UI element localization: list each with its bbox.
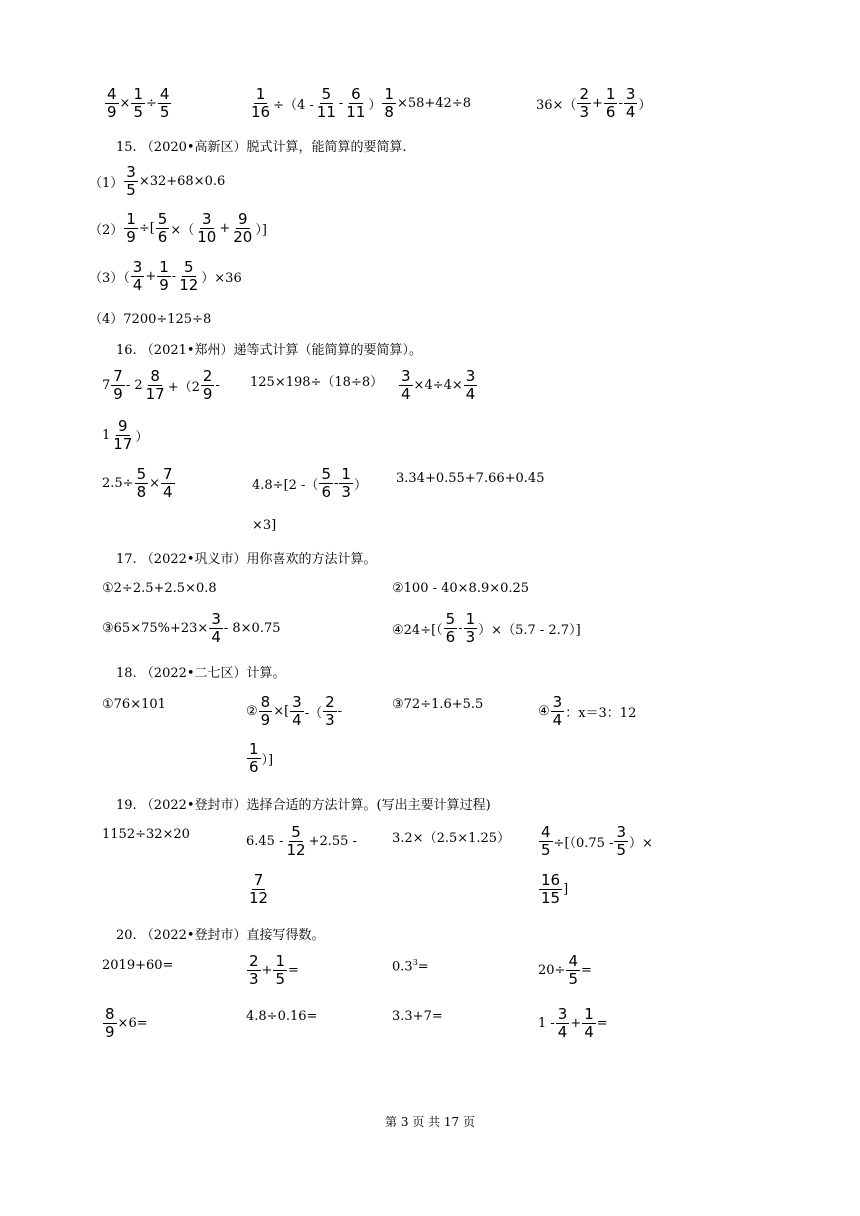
q19-expr-d-continued: $\frac{16}{15}$ ] <box>541 871 569 907</box>
q20-expr-e: $\frac{8}{9}$ ×6= <box>105 1005 148 1041</box>
fraction: $\frac{5}{12}$ <box>286 823 306 859</box>
fraction: $\frac{8}{9}$ <box>260 693 271 729</box>
fraction: $\frac{7}{9}$ <box>113 367 123 403</box>
q17-expr-a: ①2÷2.5+2.5×0.8 <box>102 581 217 596</box>
q19-expr-d: $\frac{4}{5}$ ÷[（0.75 - $\frac{3}{5}$ ）× <box>541 823 653 859</box>
expr-top-b: $\frac{1}{16}$ ÷（4 - $\frac{5}{11}$ - $\frac{6}{11}$ ） $\frac{1}{8}$ ×58+42÷8 <box>251 85 471 121</box>
q18-expr-d: ④ $\frac{3}{4}$ ：x＝3：12 <box>538 693 637 729</box>
q18-expr-a: ①76×101 <box>102 697 166 712</box>
fraction: $\frac{5}{12}$ <box>179 258 199 294</box>
q16-expr-c: $\frac{3}{4}$ ×4÷4× $\frac{3}{4}$ <box>401 367 476 403</box>
fraction: $\frac{1}{3}$ <box>465 610 476 646</box>
q17-expr-d: ④24÷[（ $\frac{5}{6}$ - $\frac{1}{3}$ ）×（5.7 - 2.7）] <box>392 610 581 646</box>
fraction: $\frac{5}{6}$ <box>321 465 331 501</box>
fraction: $\frac{3}{10}$ <box>197 210 217 246</box>
fraction: $\frac{3}{4}$ <box>211 610 221 646</box>
expr-top-c: 36×（ $\frac{2}{3}$ + $\frac{1}{6}$ - $\frac{3}{4}$ ） <box>536 85 652 121</box>
q18-expr-c: ③72÷1.6+5.5 <box>392 697 484 712</box>
expr-top-a: $\frac{4}{9}$ × $\frac{1}{5}$ ÷ $\frac{4}{5}$ <box>107 85 170 121</box>
question-20-heading: 20. （2022•登封市）直接写得数。 <box>116 928 325 943</box>
fraction: $\frac{16}{15}$ <box>541 871 561 907</box>
q20-expr-g: 3.3+7= <box>392 1009 443 1024</box>
fraction: $\frac{3}{4}$ <box>625 85 636 121</box>
fraction: $\frac{5}{8}$ <box>136 465 147 501</box>
q15-item-3: （3）（ $\frac{3}{4}$ + $\frac{1}{9}$ - $\frac{5}{12}$ ）×36 <box>89 258 242 294</box>
q20-expr-a: 2019+60= <box>102 958 174 973</box>
fraction: $\frac{4}{9}$ <box>107 85 117 121</box>
q17-expr-c: ③65×75%+23× $\frac{3}{4}$ - 8×0.75 <box>102 610 281 646</box>
fraction: $\frac{3}{4}$ <box>401 367 411 403</box>
fraction: $\frac{4}{5}$ <box>159 85 170 121</box>
q16-expr-d: 2.5÷ $\frac{5}{8}$ × $\frac{7}{4}$ <box>102 465 173 501</box>
q20-expr-d: 20÷ $\frac{4}{5}$ = <box>538 952 592 988</box>
fraction: $\frac{2}{3}$ <box>249 952 259 988</box>
fraction: $\frac{7}{4}$ <box>163 465 173 501</box>
fraction: $\frac{1}{5}$ <box>275 952 285 988</box>
q15-item-4: （4）7200÷125÷8 <box>89 312 212 327</box>
fraction: $\frac{1}{8}$ <box>384 85 394 121</box>
fraction: $\frac{1}{16}$ <box>251 85 271 121</box>
question-18-heading: 18. （2022•二七区）计算。 <box>116 666 286 681</box>
question-17-heading: 17. （2022•巩义市）用你喜欢的方法计算。 <box>116 552 377 567</box>
fraction: $\frac{1}{3}$ <box>341 465 351 501</box>
fraction: $\frac{1}{9}$ <box>159 258 169 294</box>
fraction: $\frac{3}{4}$ <box>552 693 563 729</box>
q16-expr-a-continued: 1 $\frac{9}{17}$ ） <box>102 417 149 453</box>
fraction: $\frac{2}{3}$ <box>325 693 335 729</box>
fraction: $\frac{4}{5}$ <box>568 952 578 988</box>
fraction: $\frac{7}{12}$ <box>249 871 269 907</box>
fraction: $\frac{8}{9}$ <box>105 1005 115 1041</box>
fraction: $\frac{3}{4}$ <box>465 367 476 403</box>
fraction: $\frac{9}{17}$ <box>113 417 133 453</box>
q20-expr-h: 1 - $\frac{3}{4}$ + $\frac{1}{4}$ = <box>538 1005 608 1041</box>
q18-expr-b-continued: $\frac{1}{6}$ ）] <box>249 740 274 776</box>
page-number: 第 3 页 共 17 页 <box>385 1115 475 1129</box>
q20-expr-b: $\frac{2}{3}$ + $\frac{1}{5}$ = <box>249 952 299 988</box>
q19-expr-a: 1152÷32×20 <box>102 827 190 842</box>
fraction: $\frac{5}{6}$ <box>157 210 168 246</box>
q19-expr-b-continued <box>246 872 271 907</box>
fraction: $\frac{1}{9}$ <box>126 210 136 246</box>
q19-expr-b: 6.45 - $\frac{5}{12}$ +2.55 - <box>246 823 357 859</box>
fraction: $\frac{3}{5}$ <box>126 163 136 199</box>
fraction: $\frac{1}{4}$ <box>584 1005 594 1041</box>
fraction: $\frac{1}{6}$ <box>605 85 616 121</box>
q16-expr-e-continued: ×3] <box>252 518 277 533</box>
fraction: $\frac{3}{4}$ <box>292 693 302 729</box>
q15-item-1: （1） $\frac{3}{5}$ ×32+68×0.6 <box>89 163 226 199</box>
fraction: $\frac{3}{4}$ <box>557 1005 568 1041</box>
q17-expr-b: ②100 - 40×8.9×0.25 <box>392 581 530 596</box>
q16-expr-a: 7 $\frac{7}{9}$ - 2 $\frac{8}{17}$ +（2 $\frac{2}{9}$ - <box>102 367 220 403</box>
q19-expr-c: 3.2×（2.5×1.25） <box>392 831 511 846</box>
fraction: $\frac{4}{5}$ <box>541 823 551 859</box>
q18-expr-b: ② $\frac{8}{9}$ ×[ $\frac{3}{4}$ -（ $\frac{2}{3}$ - <box>246 693 343 729</box>
q16-expr-b: 125×198÷（18÷8） <box>250 375 384 390</box>
question-19-heading: 19. （2022•登封市）选择合适的方法计算。(写出主要计算过程) <box>116 798 491 813</box>
fraction: $\frac{5}{6}$ <box>445 610 456 646</box>
fraction: $\frac{1}{5}$ <box>133 85 143 121</box>
fraction: $\frac{9}{20}$ <box>233 210 253 246</box>
fraction: $\frac{5}{11}$ <box>316 85 336 121</box>
fraction: $\frac{6}{11}$ <box>346 85 366 121</box>
fraction: $\frac{2}{3}$ <box>579 85 589 121</box>
question-15-heading: 15. （2020•高新区）脱式计算，能简算的要简算. <box>116 140 407 155</box>
q16-expr-e: 4.8÷[2 -（ $\frac{5}{6}$ - $\frac{1}{3}$ ） <box>252 465 367 501</box>
fraction: $\frac{8}{17}$ <box>145 367 165 403</box>
question-16-heading: 16. （2021•郑州）递等式计算（能简算的要简算）。 <box>116 343 423 358</box>
fraction: $\frac{3}{5}$ <box>616 823 627 859</box>
q20-expr-c: $0.3^3=$ <box>392 958 429 975</box>
fraction: $\frac{3}{4}$ <box>132 258 143 294</box>
fraction: $\frac{2}{9}$ <box>202 367 213 403</box>
q20-expr-f: 4.8÷0.16= <box>246 1009 318 1024</box>
fraction: $\frac{1}{6}$ <box>249 740 259 776</box>
q16-expr-f: 3.34+0.55+7.66+0.45 <box>396 471 545 486</box>
q15-item-2: （2） $\frac{1}{9}$ ÷[ $\frac{5}{6}$ ×（ $\frac{3}{10}$ + $\frac{9}{20}$ ）] <box>89 210 267 246</box>
